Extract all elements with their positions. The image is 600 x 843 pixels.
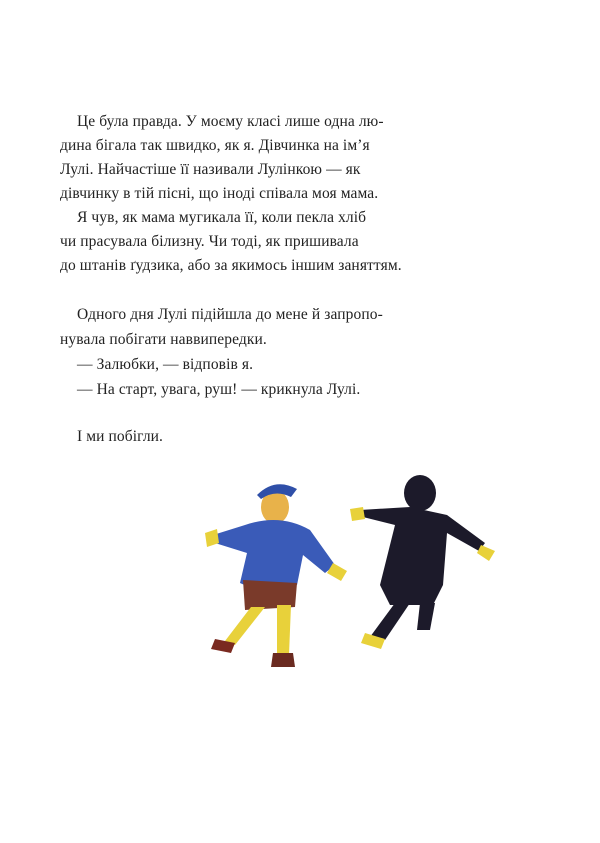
text-line: чи прасувала білизну. Чи тоді, як пришивала: [60, 233, 359, 250]
girl-figure: [350, 475, 495, 649]
text-line: нувала побігати наввипередки.: [60, 331, 267, 348]
text-line: дівчинку в тій пісні, що іноді співала моя мама.: [60, 185, 379, 202]
text-line: Лулі. Найчастіше її називали Лулінкою — як: [60, 161, 361, 178]
text-line: Одного дня Лулі підійшла до мене й запропо-: [77, 306, 383, 323]
running-children-illustration: [185, 455, 515, 695]
boy-figure: [205, 484, 347, 667]
text-line: Я чув, як мама мугикала її, коли пекла хліб: [77, 209, 367, 226]
text-line: — На старт, увага, руш! — крикнула Лулі.: [77, 381, 361, 398]
text-line: — Залюбки, — відповів я.: [77, 356, 254, 373]
text-line: І ми побігли.: [77, 428, 164, 445]
text-line: до штанів ґудзика, або за якимось іншим заняттям.: [60, 257, 402, 274]
text-line: дина бігала так швидко, як я. Дівчинка на ім’я: [60, 137, 370, 154]
text-line: Це була правда. У моєму класі лише одна лю-: [77, 113, 384, 130]
